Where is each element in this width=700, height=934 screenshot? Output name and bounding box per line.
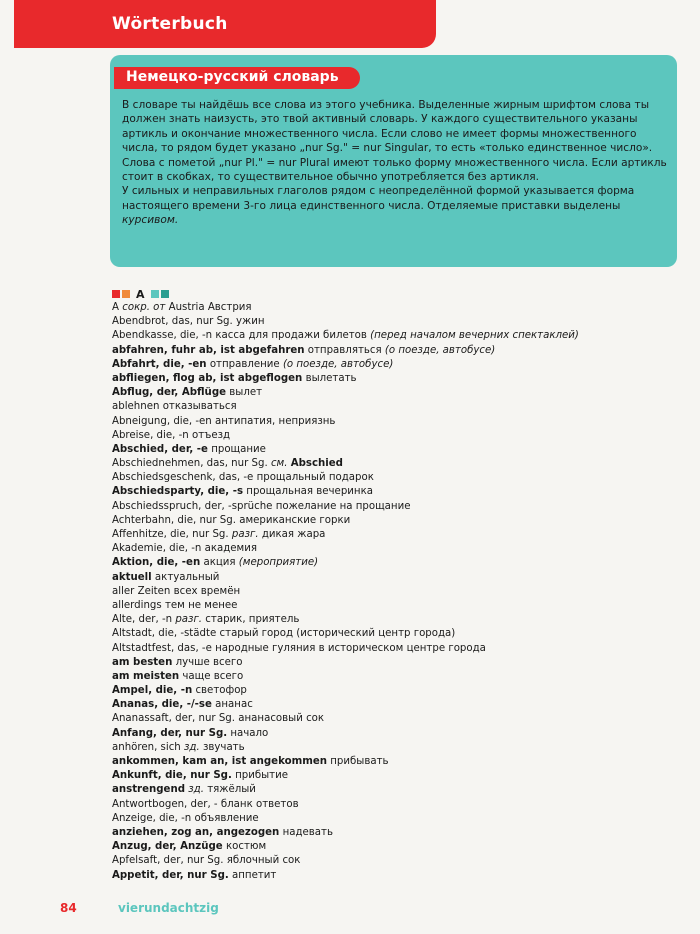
entry-headword: Abendkasse, die, -n — [112, 330, 213, 342]
dictionary-entry — [112, 429, 672, 443]
entry-translation: отъезд — [191, 429, 231, 441]
entry-note: см. — [270, 458, 288, 470]
entry-headword: Anfang, der, nur Sg. — [112, 727, 228, 739]
entry-headword: Antwortbogen, der, - — [112, 798, 218, 810]
marker-square-teal — [151, 290, 159, 298]
entry-translation: тем не менее — [164, 599, 238, 611]
entry-headword: Altstadtfest, das, -e — [112, 642, 212, 654]
entry-translation: светофор — [195, 685, 247, 697]
entry-translation: американские горки — [239, 514, 351, 526]
dictionary-entry — [112, 471, 672, 485]
entry-translation: ужин — [236, 316, 265, 328]
dictionary-entry — [112, 500, 672, 514]
dictionary-entry — [112, 698, 672, 712]
entry-headword: Abneigung, die, -en — [112, 415, 212, 427]
entry-translation: чаще всего — [182, 670, 244, 682]
entry-headword: allerdings — [112, 599, 162, 611]
entry-translation: дикая жара — [261, 529, 326, 540]
entry-translation: прощальный подарок — [256, 472, 374, 484]
entry-translation: бланк ответов — [220, 798, 299, 810]
entry-headword: Abschiednehmen, das, nur Sg. — [112, 458, 268, 470]
entry-headword: anziehen, zog an, angezogen — [112, 826, 280, 838]
entry-translation: Austria Австрия — [168, 302, 252, 313]
entry-headword: Aktion, die, -en — [112, 557, 201, 569]
dictionary-entry — [112, 415, 672, 429]
letter-marker — [112, 288, 169, 300]
dictionary-entry — [112, 840, 672, 854]
dictionary-entry — [112, 656, 672, 670]
entry-headword: Appetit, der, nur Sg. — [112, 869, 229, 881]
entry-note: (о поезде, автобусе) — [282, 358, 394, 370]
dictionary-entry — [112, 670, 672, 684]
entry-translation: актуальный — [154, 571, 220, 583]
entry-headword: am meisten — [112, 670, 180, 682]
entry-translation: академия — [204, 543, 257, 555]
dictionary-entry — [112, 613, 672, 627]
dictionary-entry — [112, 627, 672, 641]
entry-headword: anstrengend — [112, 784, 185, 796]
info-text — [122, 98, 670, 228]
dictionary-entry — [112, 826, 672, 840]
dictionary-entry — [112, 642, 672, 656]
marker-square-dark-teal — [161, 290, 169, 298]
entry-note: (перед началом вечерних спектаклей) — [370, 330, 579, 342]
dictionary-entry — [112, 727, 672, 741]
entry-translation: прощальная вечеринка — [246, 486, 373, 498]
info-box — [110, 55, 677, 267]
dictionary-entry — [112, 812, 672, 826]
entry-note: (мероприятие) — [238, 557, 319, 569]
entry-translation: прощание — [211, 443, 266, 455]
entry-translation: касса для продажи билетов — [215, 330, 367, 342]
entry-headword: Affenhitze, die, nur Sg. — [112, 529, 229, 540]
entry-translation: народные гуляния в историческом центре города — [215, 642, 486, 654]
entry-translation: тяжёлый — [207, 784, 256, 796]
dictionary-entry — [112, 372, 672, 386]
entry-translation: прибывать — [330, 756, 389, 767]
entry-headword: Ananassaft, der, nur Sg. — [112, 713, 236, 725]
dictionary-entry — [112, 712, 672, 726]
dictionary-entry — [112, 755, 672, 769]
entry-headword: Abschiedsparty, die, -s — [112, 486, 244, 498]
entry-headword: Abflug, der, Abflüge — [112, 387, 227, 399]
entry-translation: прибытие — [235, 770, 288, 782]
entry-headword: Abfahrt, die, -en — [112, 358, 207, 370]
entry-headword: Abschied, der, -e — [112, 443, 208, 455]
entry-translation: вылет — [229, 387, 263, 399]
entry-translation: яблочный сок — [226, 855, 301, 867]
entry-headword: am besten — [112, 656, 173, 668]
dictionary-entry — [112, 344, 672, 358]
entry-headword: aller Zeiten — [112, 585, 171, 597]
dictionary-entry — [112, 443, 672, 457]
entry-headword: ankommen, kam an, ist angekommen — [112, 756, 327, 767]
entry-note: (о поезде, автобусе) — [384, 344, 496, 356]
entry-headword: Apfelsaft, der, nur Sg. — [112, 855, 224, 867]
marker-square-orange — [122, 290, 130, 298]
entry-translation: отправление — [209, 358, 280, 370]
entry-translation: всех времён — [173, 585, 241, 597]
dictionary-entry — [112, 358, 672, 372]
entry-headword: Abendbrot, das, nur Sg. — [112, 316, 233, 328]
entry-translation: отказываться — [162, 401, 237, 413]
entry-translation: костюм — [225, 841, 267, 853]
entry-headword: Achterbahn, die, nur Sg. — [112, 514, 236, 526]
page-section-title: Wörterbuch — [112, 14, 228, 34]
info-title-bar — [114, 67, 360, 89]
entry-headword: Anzug, der, Anzüge — [112, 841, 223, 853]
entry-translation: пожелание на прощание — [275, 500, 411, 512]
page-number: 84 — [60, 901, 77, 915]
entry-headword: Akademie, die, -n — [112, 543, 202, 555]
dictionary-entry — [112, 783, 672, 797]
entry-translation: отправляться — [307, 344, 382, 356]
dictionary-entry — [112, 741, 672, 755]
info-paragraph-1: В словаре ты найдёшь все слова из этого учебника. Выделенные жирным шрифтом слова ты должен знать наизусть, это твой активный словарь. У каждого существительного указаны артикль и окончание множественного числа. Если слово не имеет формы множественного числа, то рядом будет указано „nur Sg." = nur Singular, то есть «только единственное число». Слова с пометой „nur Pl." = nur Plural имеют только форму множественного числа. Если артикль стоит в скобках, то существительное обычно употребляется без артикля. — [122, 99, 667, 184]
entry-headword: Ankunft, die, nur Sg. — [112, 770, 232, 782]
dictionary-entry — [112, 386, 672, 400]
entry-translation: вылетать — [305, 372, 357, 384]
entry-translation: акция — [203, 557, 236, 569]
entry-translation: ананасовый сок — [238, 713, 325, 725]
entry-note: разг. — [175, 614, 203, 626]
dictionary-entries — [112, 301, 672, 883]
entry-headword: Alte, der, -n — [112, 614, 173, 626]
dictionary-entry — [112, 485, 672, 499]
dictionary-entry — [112, 301, 672, 315]
entry-headword: aktuell — [112, 571, 152, 583]
dictionary-entry — [112, 556, 672, 570]
dictionary-entry — [112, 585, 672, 599]
dictionary-entry — [112, 315, 672, 329]
entry-headword: Abschiedsspruch, der, -sprüche — [112, 500, 273, 512]
entry-translation: аппетит — [232, 869, 277, 881]
page-number-word: vierundachtzig — [118, 901, 219, 915]
info-paragraph-2 — [122, 184, 670, 227]
entry-translation: антипатия, неприязнь — [215, 415, 336, 427]
dictionary-entry — [112, 599, 672, 613]
entry-headword: Altstadt, die, -städte — [112, 628, 217, 640]
entry-headword: Abschiedsgeschenk, das, -e — [112, 472, 254, 484]
entry-translation: старый город (исторический центр города) — [219, 628, 456, 640]
dictionary-entry — [112, 684, 672, 698]
dictionary-entry — [112, 769, 672, 783]
entry-translation: надевать — [282, 826, 333, 838]
dictionary-entry — [112, 329, 672, 343]
entry-translation: начало — [230, 727, 269, 739]
entry-note: сокр. от — [122, 302, 166, 313]
entry-headword: Abreise, die, -n — [112, 429, 189, 441]
entry-headword: ablehnen — [112, 401, 160, 413]
entry-translation: ананас — [215, 699, 253, 711]
entry-headword: Ananas, die, -/-se — [112, 699, 212, 711]
entry-note: зд. — [188, 784, 204, 796]
dictionary-entry — [112, 528, 672, 542]
marker-letter: A — [136, 287, 145, 301]
dictionary-entry — [112, 571, 672, 585]
entry-translation: старик, приятель — [205, 614, 300, 626]
info-paragraph-2-italic: курсивом. — [122, 214, 179, 227]
entry-headword: Ampel, die, -n — [112, 685, 193, 697]
dictionary-entry — [112, 798, 672, 812]
entry-headword: abfahren, fuhr ab, ist abgefahren — [112, 344, 305, 356]
dictionary-entry — [112, 869, 672, 883]
entry-translation: лучше всего — [175, 656, 243, 668]
dictionary-entry — [112, 854, 672, 868]
dictionary-entry — [112, 542, 672, 556]
entry-translation: звучать — [202, 741, 245, 753]
info-title: Немецко-русский словарь — [126, 69, 339, 85]
entry-note: зд. — [184, 741, 200, 753]
entry-translation: объявление — [194, 812, 259, 824]
entry-headword: Anzeige, die, -n — [112, 812, 192, 824]
entry-note: разг. — [231, 529, 259, 540]
entry-headword: abfliegen, flog ab, ist abgeflogen — [112, 372, 303, 384]
entry-headword: A — [112, 302, 119, 313]
dictionary-entry — [112, 400, 672, 414]
entry-headword: anhören, sich — [112, 741, 181, 753]
marker-square-red — [112, 290, 120, 298]
info-paragraph-2-main: У сильных и неправильных глаголов рядом с неопределённой формой указывается форма настоящего времени 3-го лица единственного числа. Отделяемые приставки выделены — [122, 185, 635, 212]
dictionary-entry — [112, 457, 672, 471]
entry-translation: Abschied — [290, 458, 343, 470]
dictionary-entry — [112, 514, 672, 528]
